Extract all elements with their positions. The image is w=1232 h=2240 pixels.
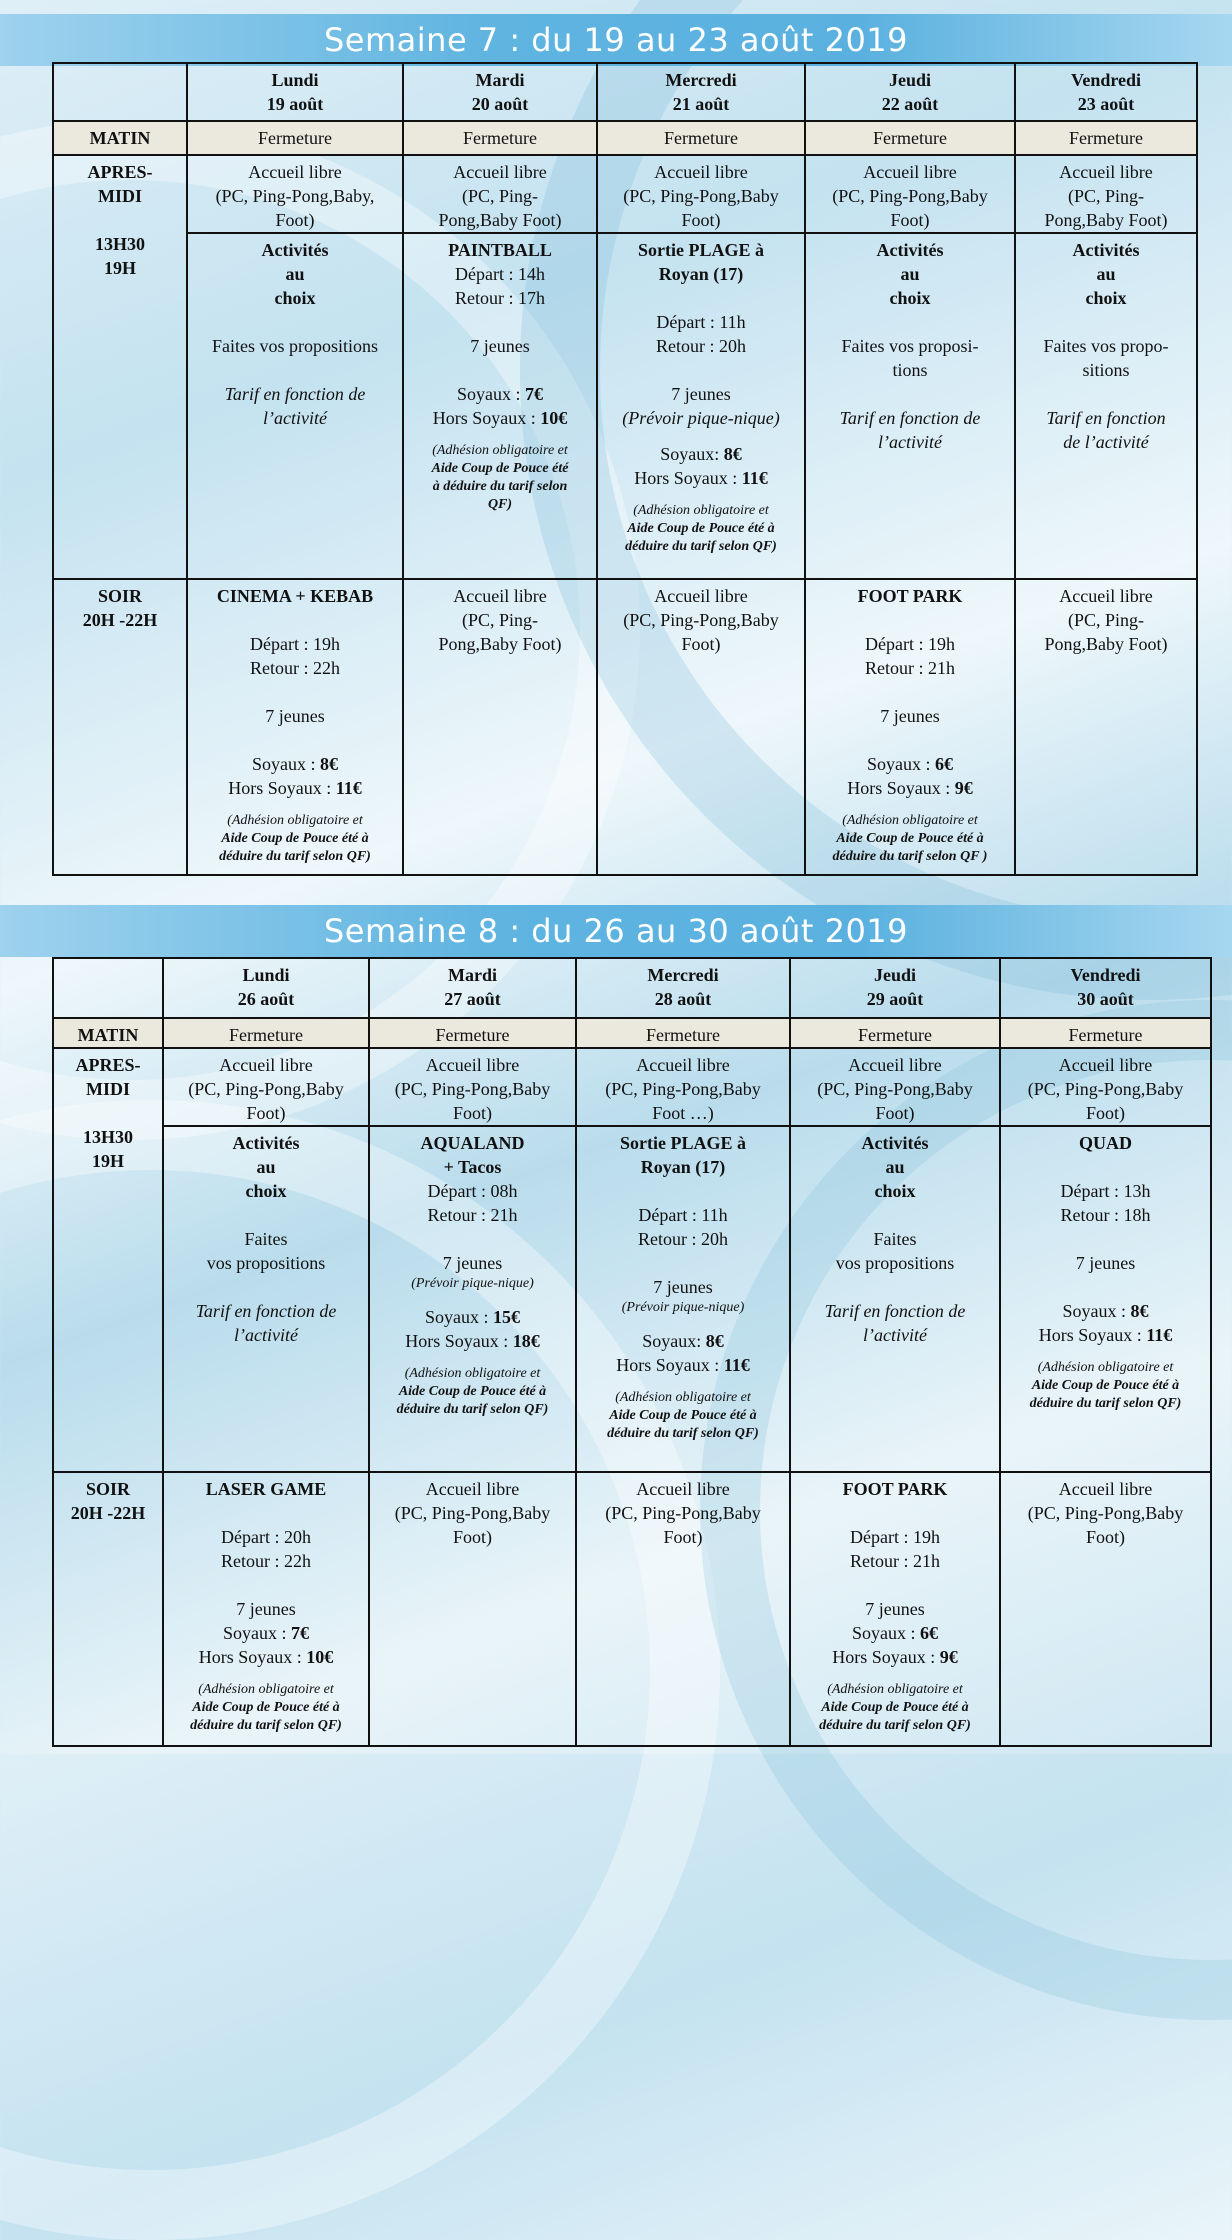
- day-header: Vendredi 23 août: [1015, 63, 1197, 121]
- matin-cell: Fermeture: [576, 1018, 790, 1048]
- day-header: Mardi 27 août: [369, 958, 576, 1018]
- activity-cell: Activités au choix Faites vos propositions Tarif en fonction de l’activité: [163, 1126, 369, 1472]
- soir-cell: Accueil libre (PC, Ping-Pong,Baby Foot): [576, 1472, 790, 1746]
- accueil-cell: Accueil libre (PC, Ping-Pong,Baby Foot …): [576, 1048, 790, 1126]
- matin-cell: Fermeture: [187, 121, 403, 155]
- accueil-cell: Accueil libre (PC, Ping-Pong,Baby Foot): [163, 1048, 369, 1126]
- week-8-title: Semaine 8 : du 26 au 30 août 2019: [0, 905, 1232, 957]
- day-header-row: [53, 958, 1211, 1018]
- activity-cell: PAINTBALL Départ : 14h Retour : 17h 7 jeunes Soyaux : 7€ Hors Soyaux : 10€ (Adhésion obligatoire et Aide Coup de Pouce été à déduire du tarif selon QF): [403, 233, 597, 579]
- day-header: Mercredi 21 août: [597, 63, 805, 121]
- matin-cell: Fermeture: [403, 121, 597, 155]
- soir-row: [53, 579, 1197, 875]
- soir-cell: Accueil libre (PC, Ping-Pong,Baby Foot): [1000, 1472, 1211, 1746]
- accueil-cell: Accueil libre (PC, Ping-Pong,Baby, Foot): [187, 155, 403, 233]
- activity-cell: Activités au choix Faites vos proposi- tions Tarif en fonction de l’activité: [805, 233, 1015, 579]
- week-7-schedule: [52, 62, 1198, 876]
- soir-cell: FOOT PARK Départ : 19h Retour : 21h 7 jeunes Soyaux : 6€ Hors Soyaux : 9€ (Adhésion obligatoire et Aide Coup de Pouce été à déduire du tarif selon QF ): [805, 579, 1015, 875]
- apres-midi-label: APRES- MIDI 13H30 19H: [53, 1048, 163, 1472]
- soir-cell: CINEMA + KEBAB Départ : 19h Retour : 22h 7 jeunes Soyaux : 8€ Hors Soyaux : 11€ (Adhésion obligatoire et Aide Coup de Pouce été à déduire du tarif selon QF): [187, 579, 403, 875]
- day-header: Jeudi 29 août: [790, 958, 1000, 1018]
- matin-row: [53, 121, 1197, 155]
- accueil-row: [53, 1048, 1211, 1126]
- day-header: Vendredi 30 août: [1000, 958, 1211, 1018]
- day-header: Jeudi 22 août: [805, 63, 1015, 121]
- accueil-row: [53, 155, 1197, 233]
- soir-cell: FOOT PARK Départ : 19h Retour : 21h 7 jeunes Soyaux : 6€ Hors Soyaux : 9€ (Adhésion obligatoire et Aide Coup de Pouce été à déduire du tarif selon QF): [790, 1472, 1000, 1746]
- day-header: Lundi 26 août: [163, 958, 369, 1018]
- matin-cell: Fermeture: [805, 121, 1015, 155]
- corner-cell: [53, 63, 187, 121]
- activity-cell: Sortie PLAGE à Royan (17) Départ : 11h Retour : 20h 7 jeunes (Prévoir pique-nique) Soyaux: 8€ Hors Soyaux : 11€ (Adhésion obligatoire et Aide Coup de Pouce été à déduire du tarif selon QF): [576, 1126, 790, 1472]
- activity-cell: AQUALAND + Tacos Départ : 08h Retour : 21h 7 jeunes (Prévoir pique-nique) Soyaux : 15€ Hors Soyaux : 18€ (Adhésion obligatoire et Aide Coup de Pouce été à déduire du tarif selon QF): [369, 1126, 576, 1472]
- soir-cell: Accueil libre (PC, Ping-Pong,Baby Foot): [369, 1472, 576, 1746]
- accueil-cell: Accueil libre (PC, Ping-Pong,Baby Foot): [1000, 1048, 1211, 1126]
- activity-cell: Sortie PLAGE à Royan (17) Départ : 11h Retour : 20h 7 jeunes (Prévoir pique-nique) Soyaux: 8€ Hors Soyaux : 11€ (Adhésion obligatoire et Aide Coup de Pouce été à déduire du tarif selon QF): [597, 233, 805, 579]
- matin-cell: Fermeture: [1000, 1018, 1211, 1048]
- day-header-row: [53, 63, 1197, 121]
- soir-label: SOIR 20H -22H: [53, 1472, 163, 1746]
- week-8-schedule: [52, 957, 1212, 1747]
- day-header: Mardi 20 août: [403, 63, 597, 121]
- accueil-cell: Accueil libre (PC, Ping-Pong,Baby Foot): [369, 1048, 576, 1126]
- soir-cell: Accueil libre (PC, Ping-Pong,Baby Foot): [597, 579, 805, 875]
- matin-row: [53, 1018, 1211, 1048]
- soir-cell: Accueil libre (PC, Ping- Pong,Baby Foot): [403, 579, 597, 875]
- matin-cell: Fermeture: [1015, 121, 1197, 155]
- soir-cell: LASER GAME Départ : 20h Retour : 22h 7 jeunes Soyaux : 7€ Hors Soyaux : 10€ (Adhésion obligatoire et Aide Coup de Pouce été à déduire du tarif selon QF): [163, 1472, 369, 1746]
- activity-cell: Activités au choix Faites vos propositions Tarif en fonction de l’activité: [790, 1126, 1000, 1472]
- activity-cell: Activités au choix Faites vos propo- sitions Tarif en fonction de l’activité: [1015, 233, 1197, 579]
- activity-cell: Activités au choix Faites vos propositions Tarif en fonction de l’activité: [187, 233, 403, 579]
- activity-cell: QUAD Départ : 13h Retour : 18h 7 jeunes Soyaux : 8€ Hors Soyaux : 11€ (Adhésion obligatoire et Aide Coup de Pouce été à déduire du tarif selon QF): [1000, 1126, 1211, 1472]
- day-header: Mercredi 28 août: [576, 958, 790, 1018]
- soir-row: [53, 1472, 1211, 1746]
- accueil-cell: Accueil libre (PC, Ping- Pong,Baby Foot): [403, 155, 597, 233]
- accueil-cell: Accueil libre (PC, Ping-Pong,Baby Foot): [597, 155, 805, 233]
- matin-cell: Fermeture: [369, 1018, 576, 1048]
- day-header: Lundi 19 août: [187, 63, 403, 121]
- soir-cell: Accueil libre (PC, Ping- Pong,Baby Foot): [1015, 579, 1197, 875]
- soir-label: SOIR 20H -22H: [53, 579, 187, 875]
- matin-cell: Fermeture: [790, 1018, 1000, 1048]
- corner-cell: [53, 958, 163, 1018]
- activity-row: [53, 233, 1197, 579]
- matin-cell: Fermeture: [597, 121, 805, 155]
- accueil-cell: Accueil libre (PC, Ping-Pong,Baby Foot): [790, 1048, 1000, 1126]
- matin-label: MATIN: [53, 121, 187, 155]
- accueil-cell: Accueil libre (PC, Ping-Pong,Baby Foot): [805, 155, 1015, 233]
- matin-label: MATIN: [53, 1018, 163, 1048]
- apres-midi-label: APRES- MIDI 13H30 19H: [53, 155, 187, 579]
- accueil-cell: Accueil libre (PC, Ping- Pong,Baby Foot): [1015, 155, 1197, 233]
- activity-row: [53, 1126, 1211, 1472]
- matin-cell: Fermeture: [163, 1018, 369, 1048]
- week-7-title: Semaine 7 : du 19 au 23 août 2019: [0, 14, 1232, 66]
